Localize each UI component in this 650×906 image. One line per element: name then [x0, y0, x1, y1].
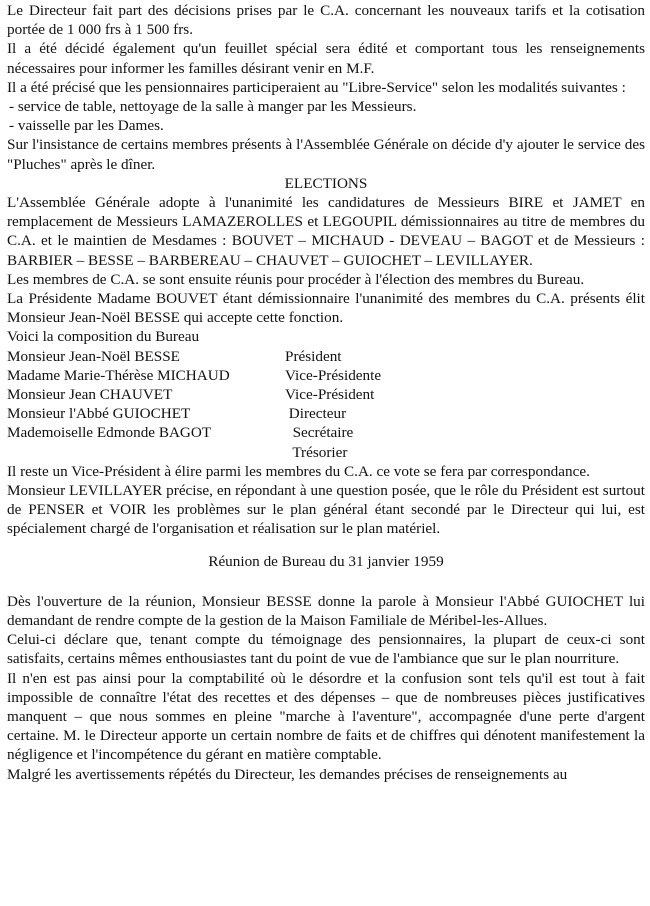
paragraph-temoignage: Celui-ci déclare que, tenant compte du témoignage des pensionnaires, la plupart de ceux-ci sont satisfaits, certains mêmes enthousiastes tant du point de vue de l'ambiance que sur le plan nourriture.	[7, 631, 645, 668]
spacer	[7, 571, 645, 592]
bureau-member-name: Monsieur Jean-Noël BESSE	[7, 347, 180, 365]
paragraph-ouverture: Dès l'ouverture de la réunion, Monsieur BESSE donne la parole à Monsieur l'Abbé GUIOCHET lui demandant de rendre compte de la gestion de la Maison Familiale de Méribel-les-Allues.	[7, 592, 645, 629]
bureau-row	[7, 347, 645, 366]
paragraph-levillayer: Monsieur LEVILLAYER précise, en répondant à une question posée, que le rôle du Président est surtout de PENSER et VOIR les problèmes sur le plan général étant secondé par le Directeur qui lui, est spécialement chargé de l'organisation et réalisation sur le plan matériel.	[7, 481, 645, 538]
bureau-composition-list	[7, 347, 645, 462]
paragraph-vice-president: Il reste un Vice-Président à élire parmi les membres du C.A. ce vote se fera par correspondance.	[7, 462, 590, 480]
bureau-row	[7, 366, 645, 385]
elections-heading: ELECTIONS	[284, 174, 368, 192]
spacer	[7, 539, 645, 552]
paragraph-tarifs: Le Directeur fait part des décisions prises par le C.A. concernant les nouveaux tarifs et la cotisation portée de 1 000 frs à 1 500 frs.	[7, 2, 645, 39]
paragraph-candidatures: L'Assemblée Générale adopte à l'unanimité les candidatures de Messieurs BIRE et JAMET en remplacement de Messieurs LAMAZEROLLES et LEGOUPIL démissionnaires au titre de membres du C.A. et le maintien de Mesdames : BOUVET – MICHAUD - DEVEAU – BAGOT et de Messieurs : BARBIER – BESSE – BARBEREAU – CHAUVET – GUIOCHET – LEVILLAYER.	[7, 194, 645, 269]
meeting-heading: Réunion de Bureau du 31 janvier 1959	[208, 552, 444, 570]
bureau-member-name	[7, 443, 285, 462]
bureau-member-role: Vice-Président	[285, 386, 375, 404]
bureau-member-role: Vice-Présidente	[285, 366, 382, 384]
paragraph-comptabilite: Il n'en est pas ainsi pour la comptabilité où le désordre et la confusion sont tels qu'il est tout à fait impossible de connaître l'état des recettes et des dépenses – que de nombreuses pièces justificatives manquent – que nous sommes en pleine "marche à l'aventure", accompagnée d'une perte d'argent certaine. M. le Directeur apporte un certain nombre de faits et de chiffres qui dénotent manifestement la négligence et l'incompétence du gérant en matière comptable.	[7, 669, 645, 764]
paragraph-composition: Voici la composition du Bureau	[7, 328, 200, 346]
bullet-service-table: - service de table, nettoyage de la salle à manger par les Messieurs.	[9, 98, 417, 116]
bureau-member-name: Monsieur l'Abbé GUIOCHET	[7, 405, 191, 423]
paragraph-feuillet: Il a été décidé également qu'un feuillet spécial sera édité et comportant tous les renseignements nécessaires pour informer les familles désirant venir en M.F.	[7, 40, 645, 77]
bureau-row	[7, 443, 645, 462]
bureau-member-name: Madame Marie-Thérèse MICHAUD	[7, 366, 230, 384]
paragraph-election-bureau: Les membres de C.A. se sont ensuite réunis pour procéder à l'élection des membres du Bureau.	[7, 270, 585, 288]
bureau-member-name: Mademoiselle Edmonde BAGOT	[7, 424, 212, 442]
bureau-row	[7, 423, 645, 442]
document-page	[7, 1, 645, 784]
paragraph-libre-service: Il a été précisé que les pensionnaires participeraient au "Libre-Service" selon les modalités suivantes :	[7, 78, 626, 96]
paragraph-pluches: Sur l'insistance de certains membres présents à l'Assemblée Générale on décide d'y ajouter le service des "Pluches" après le dîner.	[7, 136, 645, 173]
bureau-member-role: Directeur	[285, 405, 347, 423]
bureau-member-role: Président	[285, 347, 342, 365]
bureau-row	[7, 385, 645, 404]
bullet-vaisselle: - vaisselle par les Dames.	[9, 117, 164, 135]
bureau-row	[7, 404, 645, 423]
paragraph-avertissements: Malgré les avertissements répétés du Directeur, les demandes précises de renseignements au	[7, 765, 568, 783]
paragraph-presidente: La Présidente Madame BOUVET étant démissionnaire l'unanimité des membres du C.A. présents élit Monsieur Jean-Noël BESSE qui accepte cette fonction.	[7, 290, 645, 327]
bureau-member-name: Monsieur Jean CHAUVET	[7, 386, 173, 404]
bureau-member-role: Secrétaire	[285, 424, 354, 442]
bureau-member-role: Trésorier	[285, 443, 348, 461]
